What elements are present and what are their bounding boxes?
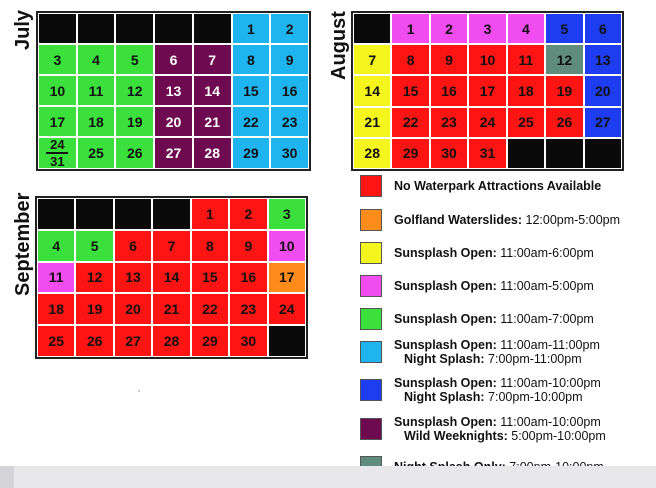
day-number: 10 bbox=[479, 51, 496, 68]
day-cell bbox=[38, 44, 77, 75]
legend-hours: 7:00pm-11:00pm bbox=[484, 352, 582, 366]
day-cell bbox=[507, 138, 545, 169]
day-number: 18 bbox=[48, 301, 64, 318]
legend-item bbox=[360, 338, 600, 366]
day-number: 8 bbox=[406, 51, 415, 68]
day-number: 28 bbox=[364, 145, 380, 162]
legend-line bbox=[394, 279, 594, 293]
day-number: 22 bbox=[243, 113, 259, 130]
day-cell bbox=[115, 137, 154, 169]
legend-text bbox=[394, 338, 600, 366]
day-number: 27 bbox=[125, 333, 141, 350]
day-cell bbox=[229, 262, 267, 294]
day-cell bbox=[468, 75, 506, 106]
day-number: 5 bbox=[130, 51, 139, 68]
day-cell bbox=[507, 44, 545, 75]
legend-line bbox=[394, 352, 600, 366]
day-number: 21 bbox=[204, 113, 220, 130]
day-cell bbox=[38, 106, 77, 137]
day-cell bbox=[232, 106, 271, 137]
legend-swatch bbox=[360, 379, 382, 401]
day-number: 13 bbox=[125, 269, 141, 286]
day-cell bbox=[430, 107, 468, 138]
legend-hours: 11:00am-10:00pm bbox=[496, 415, 601, 429]
bottom-bar bbox=[0, 466, 656, 488]
day-number: 8 bbox=[247, 51, 255, 68]
legend-bold: Night Splash: bbox=[404, 352, 485, 366]
legend-swatch bbox=[360, 175, 382, 197]
day-number: 17 bbox=[479, 82, 496, 99]
day-number: 23 bbox=[240, 301, 257, 318]
day-number: 8 bbox=[206, 237, 214, 254]
day-number: 28 bbox=[163, 333, 180, 350]
day-cell bbox=[268, 230, 306, 262]
day-cell bbox=[391, 75, 429, 106]
day-number: 20 bbox=[125, 301, 141, 318]
day-number: 18 bbox=[88, 113, 104, 130]
day-cell bbox=[545, 107, 583, 138]
day-cell bbox=[584, 138, 622, 169]
day-cell bbox=[191, 198, 229, 230]
day-number: 1 bbox=[206, 205, 214, 222]
day-cell bbox=[152, 262, 190, 294]
legend-item bbox=[360, 275, 594, 297]
day-cell bbox=[191, 262, 229, 294]
legend-swatch bbox=[360, 209, 382, 231]
day-number: 2 bbox=[244, 205, 253, 222]
legend-text bbox=[394, 213, 620, 227]
day-cell bbox=[584, 107, 622, 138]
legend-swatch bbox=[360, 341, 382, 363]
day-number: 1 bbox=[247, 20, 255, 37]
day-number: 25 bbox=[48, 333, 64, 350]
day-number: 15 bbox=[402, 82, 419, 99]
day-cell bbox=[75, 262, 113, 294]
day-cell bbox=[154, 75, 193, 106]
day-number: 14 bbox=[364, 82, 380, 99]
legend-item bbox=[360, 415, 606, 443]
day-cell bbox=[584, 13, 622, 44]
day-number: 11 bbox=[88, 82, 104, 99]
day-number: 21 bbox=[163, 301, 180, 318]
legend-swatch bbox=[360, 418, 382, 440]
day-number: 6 bbox=[129, 237, 137, 254]
day-number: 26 bbox=[86, 333, 103, 350]
legend-bold: Sunsplash Open: bbox=[394, 338, 497, 352]
day-cell bbox=[77, 75, 116, 106]
day-number: 25 bbox=[88, 145, 104, 161]
day-cell bbox=[353, 75, 391, 106]
day-number: 2 bbox=[445, 20, 453, 37]
legend-hours: 12:00pm-5:00pm bbox=[522, 213, 621, 227]
day-cell bbox=[430, 13, 468, 44]
legend-line bbox=[394, 246, 594, 260]
july-label: July bbox=[12, 9, 34, 50]
legend-bold: Sunsplash Open: bbox=[394, 246, 497, 260]
day-cell bbox=[584, 44, 622, 75]
day-number: 29 bbox=[243, 145, 259, 161]
legend-hours: 5:00pm-10:00pm bbox=[507, 429, 606, 443]
legend-line bbox=[394, 312, 594, 326]
legend-hours: 11:00am-5:00pm bbox=[496, 279, 594, 293]
day-cell bbox=[268, 262, 306, 294]
day-cell bbox=[152, 230, 190, 262]
day-number: 13 bbox=[594, 51, 611, 68]
legend-bold: No Waterpark Attractions Available bbox=[394, 179, 602, 193]
day-cell bbox=[430, 75, 468, 106]
day-cell bbox=[38, 13, 77, 44]
day-number: 22 bbox=[202, 301, 218, 318]
legend-line bbox=[394, 415, 601, 429]
day-cell bbox=[191, 230, 229, 262]
day-number: 12 bbox=[86, 269, 103, 286]
day-cell bbox=[391, 44, 429, 75]
day-number: 4 bbox=[92, 51, 100, 68]
day-number: 26 bbox=[556, 114, 573, 131]
day-number: 16 bbox=[441, 82, 457, 99]
legend-bold: Golfland Waterslides: bbox=[394, 213, 523, 227]
day-cell bbox=[232, 75, 271, 106]
legend-swatch bbox=[360, 242, 382, 264]
day-number: 27 bbox=[165, 145, 182, 161]
legend-swatch bbox=[360, 275, 382, 297]
stray-dot bbox=[138, 390, 140, 392]
day-number: 29 bbox=[202, 333, 218, 350]
day-number: 11 bbox=[48, 269, 64, 286]
day-cell bbox=[229, 325, 267, 357]
day-cell bbox=[232, 137, 271, 169]
day-cell bbox=[154, 44, 193, 75]
day-number: 13 bbox=[165, 82, 182, 99]
day-cell bbox=[232, 44, 271, 75]
legend-text bbox=[394, 279, 594, 293]
day-cell bbox=[268, 198, 306, 230]
day-number: 12 bbox=[126, 82, 143, 99]
legend-item bbox=[360, 209, 620, 231]
legend-text bbox=[394, 179, 601, 193]
day-cell bbox=[353, 138, 391, 169]
day-cell bbox=[507, 75, 545, 106]
day-cell bbox=[468, 107, 506, 138]
day-number: 19 bbox=[126, 113, 143, 130]
day-cell bbox=[391, 138, 429, 169]
day-cell bbox=[115, 13, 154, 44]
day-cell bbox=[270, 44, 309, 75]
day-cell bbox=[391, 107, 429, 138]
day-cell bbox=[154, 137, 193, 169]
day-cell bbox=[114, 230, 152, 262]
day-cell bbox=[545, 44, 583, 75]
day-cell bbox=[154, 13, 193, 44]
day-cell bbox=[270, 75, 309, 106]
day-cell bbox=[193, 106, 232, 137]
day-cell bbox=[430, 138, 468, 169]
day-cell bbox=[37, 325, 75, 357]
day-number: 28 bbox=[204, 145, 220, 161]
day-cell bbox=[545, 13, 583, 44]
july-calendar bbox=[36, 11, 311, 171]
day-cell bbox=[77, 44, 116, 75]
day-cell bbox=[114, 293, 152, 325]
day-number: 23 bbox=[441, 114, 457, 131]
day-cell bbox=[191, 325, 229, 357]
day-cell bbox=[268, 293, 306, 325]
day-cell bbox=[77, 106, 116, 137]
day-cell bbox=[115, 75, 154, 106]
day-cell bbox=[270, 13, 309, 44]
day-number: 22 bbox=[402, 114, 419, 131]
legend-line bbox=[394, 429, 606, 443]
day-number: 4 bbox=[52, 237, 61, 254]
day-cell bbox=[507, 13, 545, 44]
day-number: 24 bbox=[50, 137, 65, 152]
day-cell bbox=[191, 293, 229, 325]
legend-hours: 11:00am-10:00pm bbox=[496, 376, 601, 390]
day-number: 15 bbox=[202, 269, 218, 286]
day-number: 31 bbox=[479, 145, 496, 162]
day-number: 17 bbox=[278, 269, 295, 286]
legend-bold: Sunsplash Open: bbox=[394, 376, 497, 390]
legend-item bbox=[360, 242, 594, 264]
day-cell bbox=[154, 106, 193, 137]
legend-text bbox=[394, 415, 606, 443]
day-cell bbox=[353, 107, 391, 138]
legend-item bbox=[360, 376, 601, 404]
day-cell bbox=[468, 13, 506, 44]
day-cell bbox=[468, 138, 506, 169]
day-cell bbox=[268, 325, 306, 357]
day-number: 17 bbox=[49, 113, 66, 130]
day-number: 5 bbox=[560, 20, 569, 37]
day-number: 9 bbox=[445, 51, 453, 68]
bottom-bar-corner bbox=[0, 466, 14, 488]
legend-item bbox=[360, 175, 601, 197]
day-number: 11 bbox=[518, 51, 534, 68]
legend-hours: 11:00am-11:00pm bbox=[496, 338, 600, 352]
legend-bold: Sunsplash Open: bbox=[394, 415, 497, 429]
day-cell bbox=[391, 13, 429, 44]
legend-line bbox=[394, 376, 601, 390]
day-cell bbox=[37, 262, 75, 294]
legend-line bbox=[394, 338, 600, 352]
day-number: 1 bbox=[406, 20, 415, 37]
day-number: 23 bbox=[281, 113, 298, 130]
day-cell bbox=[193, 13, 232, 44]
day-number: 15 bbox=[243, 82, 259, 99]
legend-hours: 7:00pm-10:00pm bbox=[484, 390, 583, 404]
day-cell bbox=[38, 137, 77, 169]
day-number: 2 bbox=[285, 20, 294, 37]
day-cell bbox=[37, 198, 75, 230]
day-cell bbox=[229, 198, 267, 230]
day-number: 12 bbox=[556, 51, 573, 68]
legend-bold: Sunsplash Open: bbox=[394, 279, 497, 293]
day-cell bbox=[152, 293, 190, 325]
day-number: 14 bbox=[163, 269, 180, 286]
september-calendar bbox=[35, 196, 308, 359]
legend-text bbox=[394, 376, 601, 404]
day-cell bbox=[75, 293, 113, 325]
day-cell bbox=[430, 44, 468, 75]
day-number: 6 bbox=[598, 20, 607, 37]
day-number: 7 bbox=[167, 237, 176, 254]
day-number: 29 bbox=[402, 145, 419, 162]
day-number: 10 bbox=[49, 82, 66, 99]
day-cell bbox=[152, 325, 190, 357]
day-number: 16 bbox=[240, 269, 257, 286]
day-cell bbox=[229, 293, 267, 325]
day-cell bbox=[584, 75, 622, 106]
day-cell bbox=[229, 230, 267, 262]
day-number: 24 bbox=[278, 301, 295, 318]
day-number: 9 bbox=[244, 237, 253, 254]
legend-text bbox=[394, 312, 594, 326]
day-number: 21 bbox=[364, 114, 380, 131]
day-cell bbox=[114, 198, 152, 230]
day-cell bbox=[468, 44, 506, 75]
day-cell bbox=[193, 75, 232, 106]
legend-bold: Wild Weeknights: bbox=[404, 429, 508, 443]
day-number: 7 bbox=[208, 51, 217, 68]
day-number: 20 bbox=[165, 113, 182, 130]
legend-item bbox=[360, 308, 594, 330]
legend-hours: 11:00am-6:00pm bbox=[496, 246, 594, 260]
day-number: 30 bbox=[240, 333, 257, 350]
day-cell bbox=[270, 106, 309, 137]
day-number: 30 bbox=[441, 145, 457, 162]
day-cell bbox=[507, 107, 545, 138]
day-number: 19 bbox=[86, 301, 103, 318]
day-cell bbox=[545, 138, 583, 169]
day-number: 31 bbox=[50, 154, 65, 169]
day-cell bbox=[37, 293, 75, 325]
august-calendar bbox=[351, 11, 624, 171]
day-cell bbox=[545, 75, 583, 106]
day-cell bbox=[75, 230, 113, 262]
day-number: 6 bbox=[169, 51, 178, 68]
day-cell bbox=[115, 106, 154, 137]
day-number: 24 bbox=[479, 114, 496, 131]
day-cell bbox=[38, 75, 77, 106]
legend-swatch bbox=[360, 308, 382, 330]
august-label: August bbox=[328, 11, 350, 80]
day-cell bbox=[114, 262, 152, 294]
day-number: 26 bbox=[126, 145, 143, 161]
day-number: 3 bbox=[282, 205, 291, 222]
day-number: 30 bbox=[281, 145, 298, 161]
day-cell bbox=[114, 325, 152, 357]
day-number: 5 bbox=[90, 237, 99, 254]
day-cell bbox=[353, 44, 391, 75]
day-cell bbox=[75, 325, 113, 357]
day-cell bbox=[115, 44, 154, 75]
day-number: 3 bbox=[483, 20, 492, 37]
day-number: 20 bbox=[594, 82, 611, 99]
legend-bold: Night Splash: bbox=[404, 390, 485, 404]
day-number: 9 bbox=[285, 51, 294, 68]
day-cell bbox=[193, 137, 232, 169]
day-number: 4 bbox=[522, 20, 530, 37]
day-number: 10 bbox=[278, 237, 295, 254]
day-cell bbox=[152, 198, 190, 230]
day-number: 25 bbox=[518, 114, 534, 131]
legend-bold: Sunsplash Open: bbox=[394, 312, 497, 326]
day-cell bbox=[193, 44, 232, 75]
day-cell bbox=[75, 198, 113, 230]
day-cell bbox=[37, 230, 75, 262]
legend-text bbox=[394, 246, 594, 260]
september-label: September bbox=[12, 192, 34, 296]
day-cell bbox=[77, 13, 116, 44]
day-cell bbox=[353, 13, 391, 44]
day-number: 3 bbox=[53, 51, 62, 68]
day-cell bbox=[270, 137, 309, 169]
legend-line bbox=[394, 390, 601, 404]
day-number: 14 bbox=[204, 82, 220, 99]
day-number: 16 bbox=[281, 82, 298, 99]
day-cell bbox=[232, 13, 271, 44]
day-number: 19 bbox=[556, 82, 573, 99]
legend-line bbox=[394, 179, 601, 193]
day-number: 7 bbox=[368, 51, 377, 68]
legend-line bbox=[394, 213, 620, 227]
day-cell bbox=[77, 137, 116, 169]
legend-hours: 11:00am-7:00pm bbox=[496, 312, 594, 326]
day-number: 27 bbox=[594, 114, 611, 131]
day-number: 18 bbox=[518, 82, 534, 99]
